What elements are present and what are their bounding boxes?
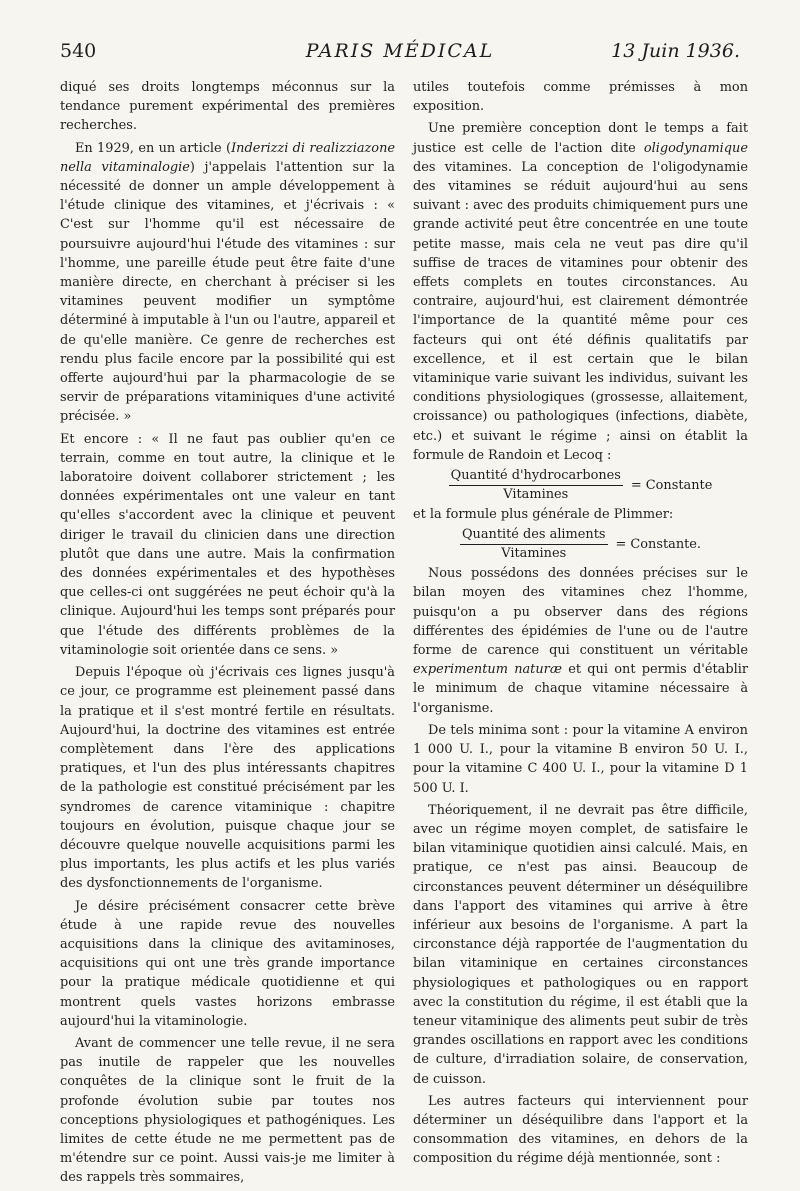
fraction (460, 527, 608, 562)
text-run: Nous possédons des données précises sur le bilan moyen des vitamines chez l'homme, puisqu'on a pu observer dans des régions différentes des épidémies de l'une ou de l'autre forme de carence qui constituent un véritable (413, 566, 748, 659)
paragraph: Avant de commencer une telle revue, il ne sera pas inutile de rappeler que les nouvelles conquêtes de la clinique sont le fruit de la profonde évolution subie par toutes nos conceptions physiologiques et pathogéniques. Les limites de cette étude ne me permettent pas de m'étendre sur ce point. Aussi vais-je me limiter à des rappels très sommaires, (60, 1035, 395, 1186)
article-title: Inderizzi di realizziazone nella vitaminalogie (60, 140, 395, 175)
issue-date: 13 Juin 1936. (611, 40, 740, 62)
paragraph (60, 139, 395, 427)
numerator: Quantité des aliments (460, 527, 608, 545)
paragraph: Et encore : « Il ne faut pas oublier qu'en ce terrain, comme en tout autre, la clinique et le laboratoire doivent collaborer strictement ; les données expérimentales ont une valeur en tant qu'elles s'accordent avec la clinique et peuvent diriger le travail du clinicien dans une direction plutôt que dans une autre. Mais la confirmation des données expérimentales et des hypothèses que celles-ci ont suggérées ne peut échoir qu'à la clinique. Aujourd'hui les temps sont préparés pour que l'étude des différents problèmes de la vitaminologie soit orientée dans ce sens. » (60, 431, 395, 658)
text-run: Une première conception dont le temps a fait justice est celle de l'action dite (413, 121, 748, 156)
formula-plimmer (413, 527, 748, 562)
paragraph: Les autres facteurs qui interviennent pour déterminer un déséquilibre dans l'apport et la consommation des vitamines, en dehors de la composition du régime déjà mentionnée, sont : (413, 1093, 748, 1167)
term: oligodynamique (643, 140, 748, 156)
left-column (60, 78, 395, 1191)
formula-randoin-lecoq (413, 468, 748, 503)
text-run: ) j'appelais l'attention sur la nécessité de donner un ample développement à l'étude clinique des vitamines, et j'écrivais : « C'est sur l'homme qu'il est nécessaire de poursuivre aujourd'hui l'étude des vitamines : sur l'homme, une pareille étude peut être faite d'une manière directe, en cherchant à préciser si les vitamines peuvent modifier un symptôme déterminé à imputable à l'un ou l'autre, appareil et de qu'elle manière. Ce genre de recherches est rendu plus facile encore par la possibilité qui est offerte aujourd'hui par la pharmacologie de se servir de préparations vitaminiques d'une activité précisée. » (60, 159, 395, 425)
fraction (449, 468, 623, 503)
paragraph: De tels minima sont : pour la vitamine A environ 1 000 U. I., pour la vitamine B environ 50 U. I., pour la vitamine C 400 U. I., pour la vitamine D 1 500 U. I. (413, 722, 748, 796)
text-run: et qui ont permis d'établir le minimum de chaque vitamine nécessaire à l'organisme. (413, 662, 748, 716)
paragraph (413, 564, 748, 718)
denominator: Vitamines (503, 487, 569, 503)
text-run: En 1929, en un article ( (75, 140, 232, 156)
formula-result: = Constante. (615, 537, 702, 553)
paragraph: et la formule plus générale de Plimmer: (413, 507, 674, 523)
paragraph: utiles toutefois comme prémisses à mon exposition. (413, 80, 748, 115)
paragraph: Je désire précisément consacrer cette brève étude à une rapide revue des nouvelles acquisitions dans la clinique des avitaminoses, acquisitions qui ont une très grande importance pour la pratique médicale quotidienne et qui montrent quels vastes horizons embrasse aujourd'hui la vitaminologie. (60, 898, 395, 1029)
paragraph: diqué ses droits longtemps méconnus sur la tendance purement expérimental des premières recherches. (60, 80, 395, 134)
right-column (413, 78, 748, 1172)
numerator: Quantité d'hydrocarbones (449, 468, 623, 486)
denominator: Vitamines (501, 546, 567, 562)
paragraph: Depuis l'époque où j'écrivais ces lignes jusqu'à ce jour, ce programme est pleinement passé dans la pratique et il s'est montré fertile en résultats. Aujourd'hui, la doctrine des vitamines est entrée complètement dans l'ère des applications pratiques, et l'un des plus intéressants chapitres de la pathologie est constitué précisément par les syndromes de carence vitaminique : chapitre toujours en évolution, puisque chaque jour se découvre quelque nouvelle acquisitions parmi les plus importants, les plus actifs et les plus variés des dysfonctionnements de l'organisme. (60, 665, 395, 892)
term: experimentum naturæ (413, 662, 562, 678)
formula-result: = Constante (630, 477, 713, 493)
paragraph (413, 119, 748, 465)
journal-title: PARIS MÉDICAL (305, 40, 495, 62)
page-header (60, 40, 740, 70)
paragraph: Théoriquement, il ne devrait pas être difficile, avec un régime moyen complet, de satisfaire le bilan vitaminique quotidien ainsi calculé. Mais, en pratique, ce n'est pas ainsi. Beaucoup de circonstances peuvent déterminer un déséquilibre dans l'apport des vitamines qui arrive à être inférieur aux besoins de l'organisme. A part la circonstance déjà rapportée de l'augmentation du bilan vitaminique en certaines circonstances physiologiques et pathologiques ou en rapport avec la constitution du régime, il est établi que la teneur vitaminique des aliments peut subir de très grandes oscillations en rapport avec les conditions de culture, d'irradiation solaire, de conservation, de cuisson. (413, 802, 748, 1087)
text-run: des vitamines. La conception de l'oligodynamie des vitamines se réduit aujourd'hui au sens suivant : avec des produits chimiquement purs une grande activité peut être concentrée en une toute petite masse, mais cela ne veut pas dire qu'il suffise de traces de vitamines pour obtenir des effets complets en toutes circonstances. Au contraire, aujourd'hui, est clairement démontrée l'importance de la quantité même pour ces facteurs qui ont été définis qualitatifs par excellence, et il est certain que le bilan vitaminique varie suivant les individus, suivant les conditions physiologiques (grossesse, allaitement, croissance) ou pathologiques (infections, diabète, etc.) et suivant le régime ; ainsi on établit la formule de Randoin et Lecoq : (413, 159, 748, 463)
page-number: 540 (60, 40, 97, 62)
